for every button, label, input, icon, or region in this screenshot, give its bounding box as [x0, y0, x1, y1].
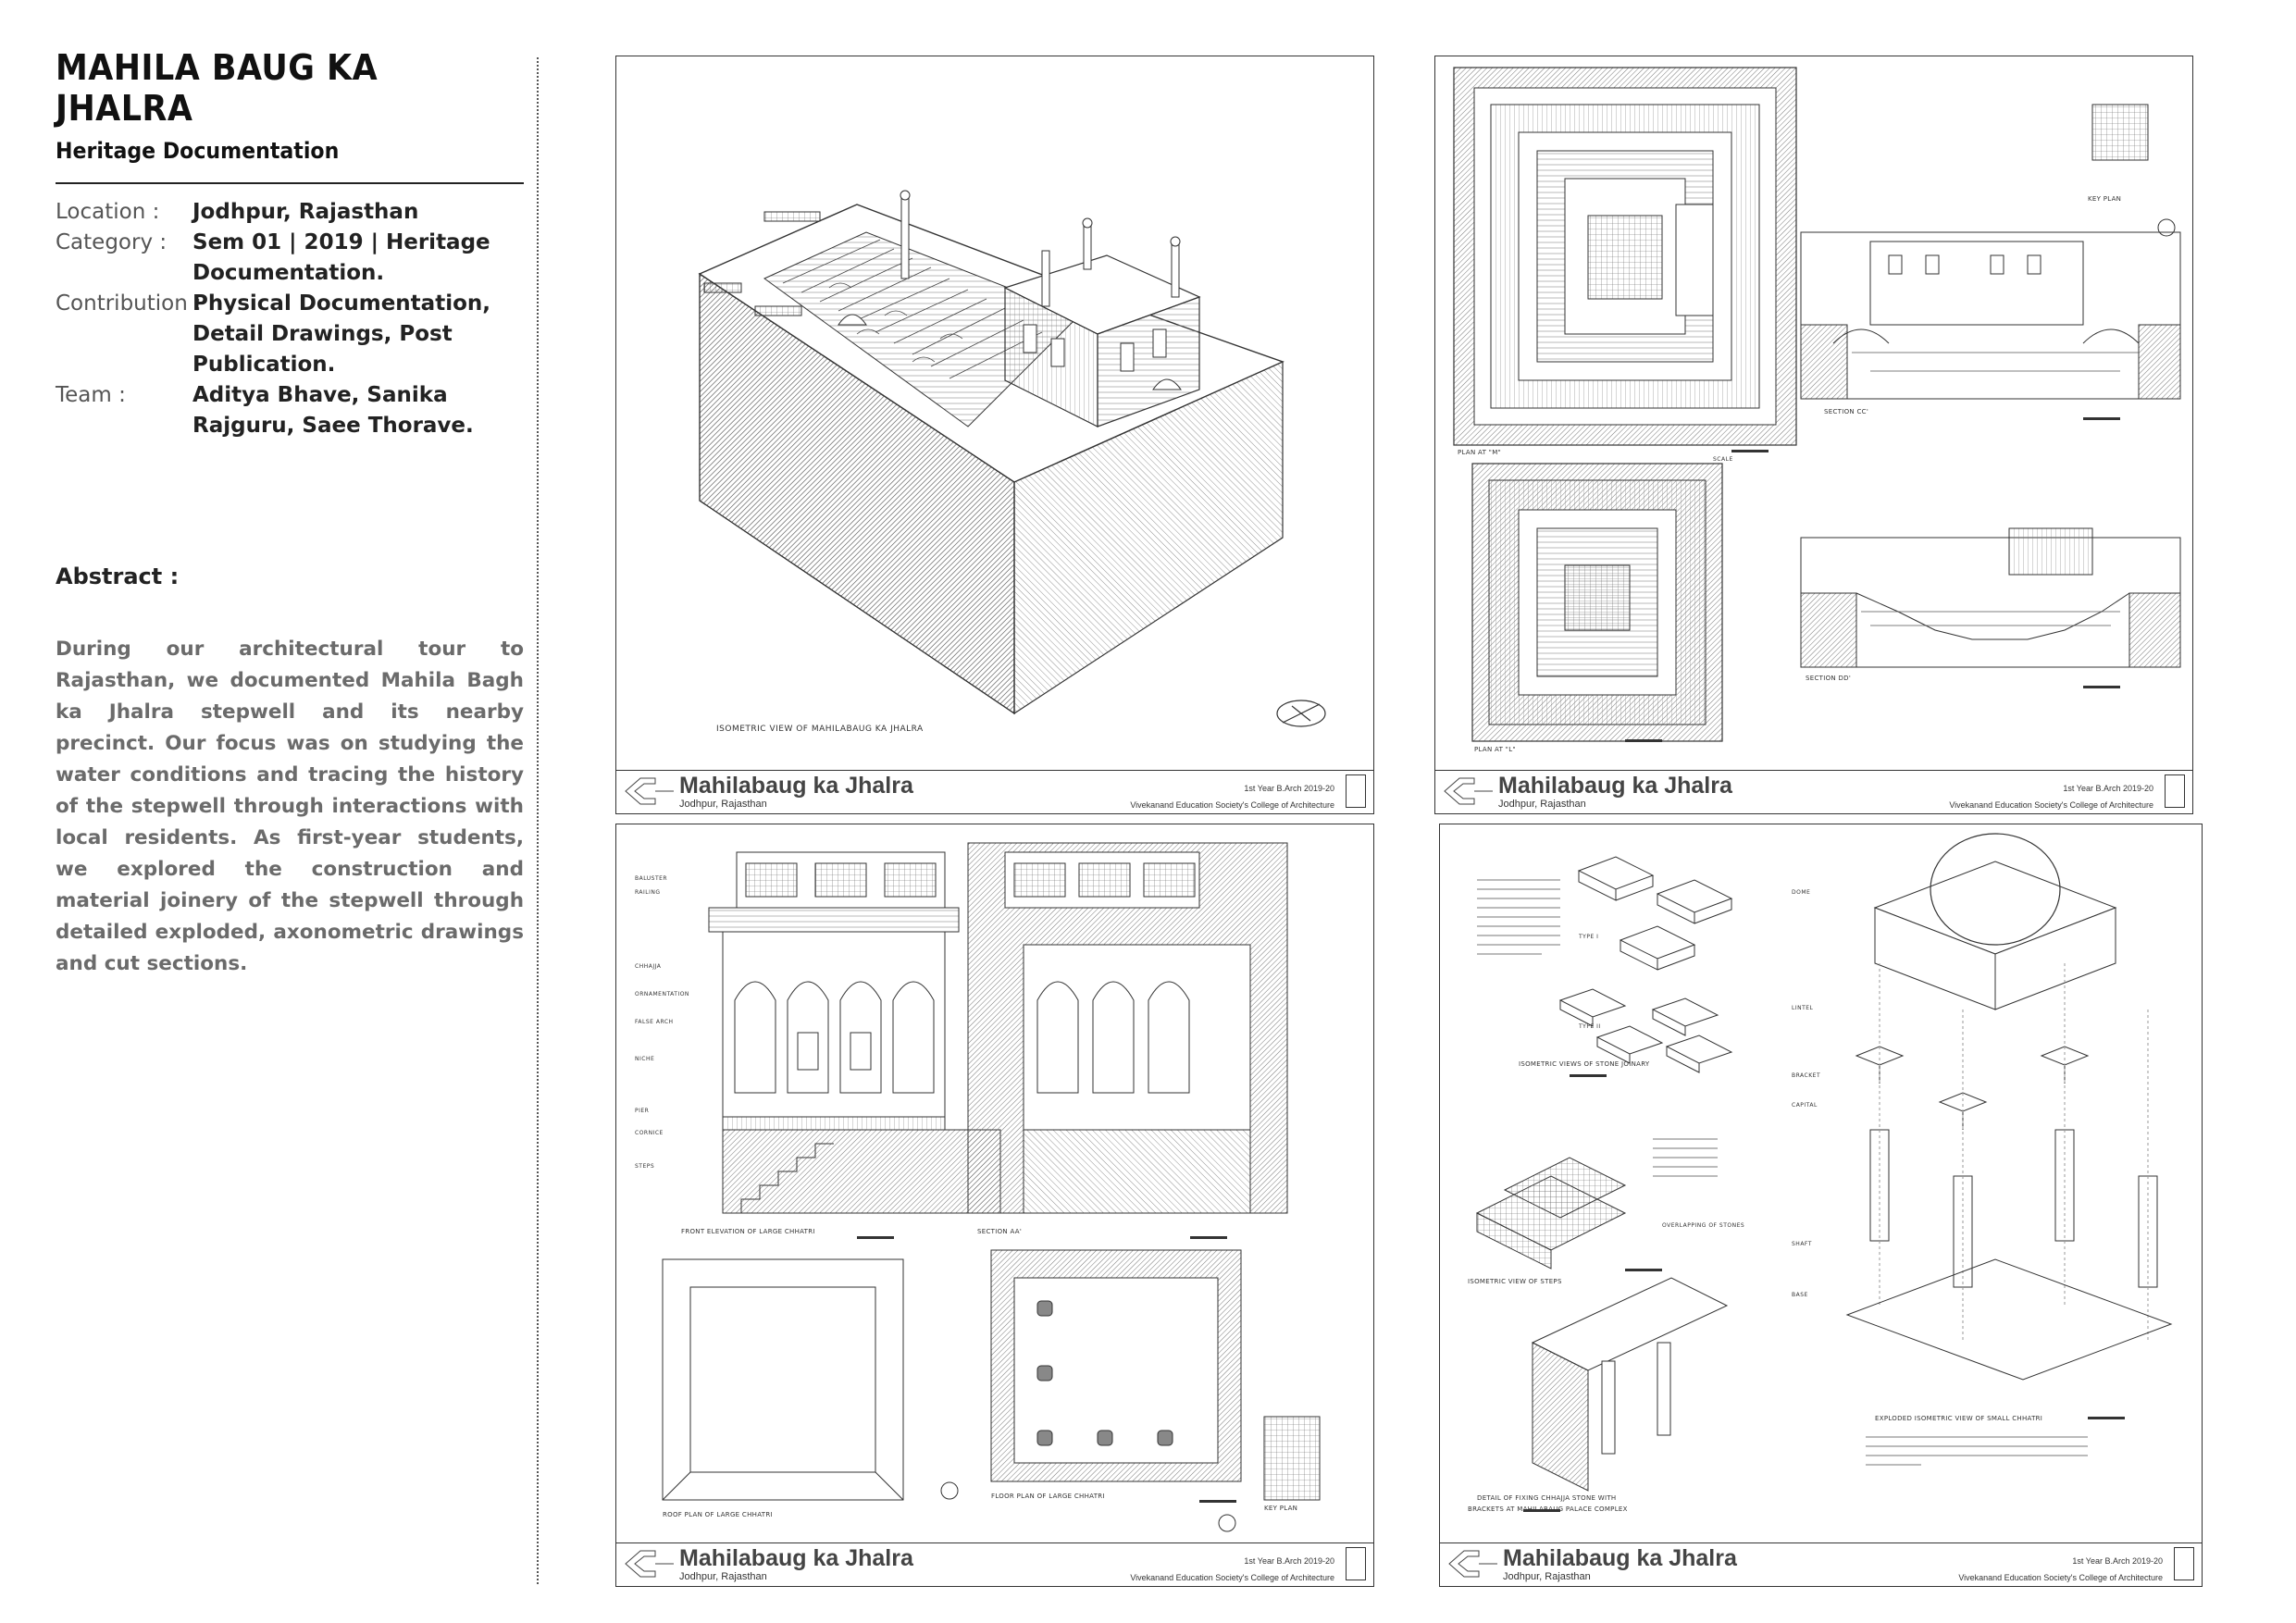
label-steps: STEPS: [635, 1163, 655, 1170]
label-section-cc: SECTION CC': [1824, 408, 1869, 415]
label-front-elevation: FRONT ELEVATION OF LARGE CHHATRI: [681, 1228, 815, 1235]
label-niche: NICHE: [635, 1056, 655, 1062]
label-type-2: TYPE II: [1579, 1023, 1601, 1030]
college-logo-icon: [1346, 774, 1366, 808]
titleblock-year: 1st Year B.Arch 2019-20: [2072, 1556, 2163, 1566]
meta-team: Team : Aditya Bhave, Sanika Rajguru, Saee Thorave.: [56, 383, 474, 439]
label-section-dd: SECTION DD': [1806, 675, 1852, 682]
meta-location: Location : Jodhpur, Rajasthan: [56, 200, 419, 225]
titleblock-college: Vivekanand Education Society's College of Architecture: [1958, 1573, 2163, 1582]
isometric-drawing: [616, 56, 1375, 773]
titleblock-pattern-icon: [624, 774, 676, 808]
label-chhajja: CHHAJJA: [635, 963, 662, 970]
titleblock: [616, 770, 1373, 813]
label-floor-plan: FLOOR PLAN OF LARGE CHHATRI: [991, 1493, 1105, 1500]
label-base: BASE: [1792, 1292, 1808, 1298]
abstract-heading: Abstract :: [56, 564, 180, 590]
project-info: [56, 48, 526, 980]
titleblock: [616, 1542, 1373, 1586]
large-chhatri-drawing: [616, 824, 1375, 1545]
college-logo-icon: [1346, 1547, 1366, 1580]
label-section-aa: SECTION AA': [977, 1228, 1023, 1235]
titleblock-college: Vivekanand Education Society's College of Architecture: [1130, 1573, 1334, 1582]
titleblock-title: Mahilabaug ka Jhalra: [679, 773, 913, 799]
plans-sections-drawing: [1435, 56, 2194, 773]
titleblock-place: Jodhpur, Rajasthan: [679, 799, 767, 810]
label-lintel: LINTEL: [1792, 1005, 1814, 1011]
joinery-exploded-drawing: [1440, 824, 2203, 1545]
label-capital: CAPITAL: [1792, 1102, 1818, 1109]
label-exploded: EXPLODED ISOMETRIC VIEW OF SMALL CHHATRI: [1875, 1415, 2043, 1422]
label-detail-1: DETAIL OF FIXING CHHAJJA STONE WITH: [1477, 1494, 1617, 1502]
label-pier: PIER: [635, 1108, 650, 1114]
label-iso-steps: ISOMETRIC VIEW OF STEPS: [1468, 1278, 1562, 1285]
titleblock-title: Mahilabaug ka Jhalra: [1503, 1545, 1737, 1571]
label-plan-m: PLAN AT "M": [1458, 449, 1502, 456]
label-key-plan-2: KEY PLAN: [1264, 1505, 1298, 1512]
label-railing: RAILING: [635, 889, 661, 896]
sheet-plans-sections: [1434, 56, 2193, 814]
titleblock-place: Jodhpur, Rajasthan: [679, 1571, 767, 1582]
meta-category: Category : Sem 01 | 2019 | Heritage Documentation.: [56, 230, 490, 286]
label-baluster: BALUSTER: [635, 875, 668, 882]
titleblock-title: Mahilabaug ka Jhalra: [679, 1545, 913, 1571]
label-false-arch: FALSE ARCH: [635, 1019, 674, 1025]
label-bracket: BRACKET: [1792, 1072, 1821, 1079]
titleblock-place: Jodhpur, Rajasthan: [1498, 799, 1586, 810]
titleblock-pattern-icon: [624, 1547, 676, 1580]
label-scale-1: SCALE: [1713, 456, 1733, 463]
titleblock-college: Vivekanand Education Society's College of Architecture: [1949, 800, 2153, 810]
titleblock-pattern-icon: [1447, 1547, 1499, 1580]
project-title: MAHILA BAUG KA JHALRA: [56, 47, 379, 129]
label-detail-2: BRACKETS AT MAHILABAUG PALACE COMPLEX: [1468, 1505, 1628, 1513]
sheet-joinery-exploded: [1439, 824, 2203, 1587]
sheet-large-chhatri: [615, 824, 1374, 1587]
label-overlapping: OVERLAPPING OF STONES: [1662, 1222, 1745, 1229]
titleblock: [1440, 1542, 2202, 1586]
label-key-plan: KEY PLAN: [2088, 195, 2122, 203]
project-subtitle: Heritage Documentation: [56, 138, 340, 165]
label-roof-plan: ROOF PLAN OF LARGE CHHATRI: [663, 1511, 773, 1518]
titleblock-pattern-icon: [1443, 774, 1495, 808]
college-logo-icon: [2165, 774, 2185, 808]
titleblock-college: Vivekanand Education Society's College of Architecture: [1130, 800, 1334, 810]
label-dome: DOME: [1792, 889, 1811, 896]
titleblock-title: Mahilabaug ka Jhalra: [1498, 773, 1732, 799]
label-ornamentation: ORNAMENTATION: [635, 991, 689, 997]
title-divider: [56, 182, 524, 184]
titleblock-year: 1st Year B.Arch 2019-20: [2063, 784, 2153, 793]
label-stone-joinery: ISOMETRIC VIEWS OF STONE JOINARY: [1519, 1060, 1650, 1068]
sheet-isometric: [615, 56, 1374, 814]
meta-contribution: Contribution : Physical Documentation, Detail Drawings, Post Publication.: [56, 291, 490, 378]
titleblock-year: 1st Year B.Arch 2019-20: [1244, 1556, 1334, 1566]
college-logo-icon: [2174, 1547, 2194, 1580]
caption-isometric: ISOMETRIC VIEW OF MAHILABAUG KA JHALRA: [716, 725, 924, 734]
label-cornice: CORNICE: [635, 1130, 664, 1136]
label-type-1: TYPE I: [1579, 934, 1599, 940]
project-meta: [56, 197, 524, 441]
titleblock-place: Jodhpur, Rajasthan: [1503, 1571, 1591, 1582]
titleblock: [1435, 770, 2192, 813]
label-shaft: SHAFT: [1792, 1241, 1812, 1247]
column-divider: [537, 57, 539, 1584]
label-plan-l: PLAN AT "L": [1474, 746, 1516, 753]
abstract-body: During our architectural tour to Rajasthan, we documented Mahila Bagh ka Jhalra stepwell and its nearby precinct. Our focus was on studying the water conditions and tracing the history of the stepwell through interactions with local residents. As first-year students, we explored the construction and material joinery of the stepwell through detailed exploded, axonometric drawings and cut sections.: [56, 638, 524, 976]
titleblock-year: 1st Year B.Arch 2019-20: [1244, 784, 1334, 793]
